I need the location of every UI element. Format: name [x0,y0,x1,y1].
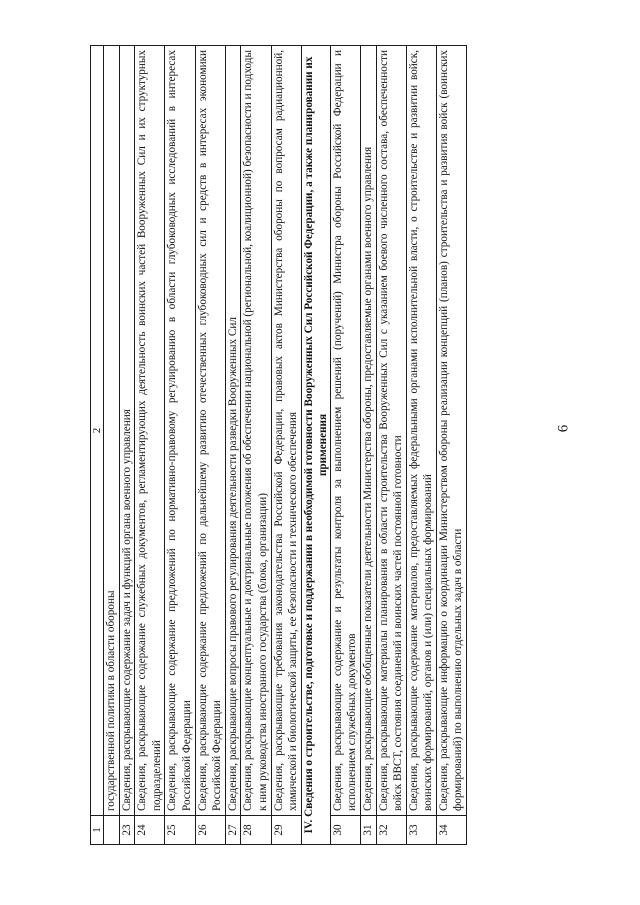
table-row [135,46,165,845]
table-row [104,46,120,845]
row-number: 31 [360,816,376,845]
table-row [271,46,301,845]
section-title-row [301,46,330,845]
row-text: Сведения, раскрывающие информацию о координации Министерством обороны реализации концепций (планов) строительства и развития войск (воинских формирований) по выполнению отдельных задач в области [436,46,466,816]
table-row [330,46,360,845]
table-row [195,46,225,845]
row-number: 27 [225,816,241,845]
row-text: Сведения, раскрывающие содержание и результаты контроля за выполнением решений (поручений) Министра обороны Российской Федерации и исполнением служебных документов [330,46,360,816]
row-text: государственной политики в области обороны [104,46,120,816]
row-number: 25 [165,816,195,845]
row-text: Сведения, раскрывающие содержание предложений по дальнейшему развитию отечественных глубоководных сил и средств в интересах экономики Российской Федерации [195,46,225,816]
row-text: Сведения, раскрывающие вопросы правового регулирования деятельности разведки Вооруженных Сил [225,46,241,816]
rotated-table-container [90,45,574,845]
header-col-1: 1 [91,816,104,845]
row-text: Сведения, раскрывающие обобщенные показатели деятельности Министерства обороны, предоставляемые органами военного управления [360,46,376,816]
table-row [225,46,241,845]
document-table [90,45,467,845]
table-row [376,46,406,845]
row-number: 29 [271,816,301,845]
page-number: 6 [555,424,572,433]
row-number: 32 [376,816,406,845]
table-row [436,46,466,845]
row-text: Сведения, раскрывающие содержание задач и функций органа военного управления [119,46,135,816]
row-number: 26 [195,816,225,845]
table-row [360,46,376,845]
row-text: Сведения, раскрывающие концептуальные и доктринальные положения об обеспечении национальной (региональной, коалиционной) безопасности и подходы к ним руководства иностранного государства (блока, организации) [241,46,271,816]
table-header-row [91,46,104,845]
table-row [165,46,195,845]
row-number: 24 [135,816,165,845]
table-row [406,46,436,845]
table-row [241,46,271,845]
row-number: 30 [330,816,360,845]
row-number [104,816,120,845]
row-number: 23 [119,816,135,845]
row-number: 33 [406,816,436,845]
row-text: Сведения, раскрывающие содержание служебных документов, регламентирующих деятельность воинских частей Вооруженных Сил и их структурных подразделений [135,46,165,816]
section-title: IV. Сведения о строительстве, подготовке и поддержании в необходимой готовности Вооруженных Сил Российской Федерации, а также планировании их применения [301,46,330,845]
row-number: 28 [241,816,271,845]
row-text: Сведения, раскрывающие содержание предложений по нормативно-правовому регулированию в области глубоководных исследований в интересах Российской Федерации [165,46,195,816]
row-number: 34 [436,816,466,845]
row-text: Сведения, раскрывающие материалы планирования в области строительства Вооруженных Сил с указанием боевого численного состава, обеспеченности войск ВВСТ, состояния соединений и воинских частей постоянной готовности [376,46,406,816]
header-col-2: 2 [91,46,104,816]
table-row [119,46,135,845]
row-text: Сведения, раскрывающие содержание материалов, предоставляемых федеральными органами исполнительной власти, о строительстве и развитии войск, воинских формирований, органов и (или) специальных формирований [406,46,436,816]
row-text: Сведения, раскрывающие требования законодательства Российской Федерации, правовых актов Министерства обороны по вопросам радиационной, химической и биологической защиты, ее безопасности и технического обеспечения [271,46,301,816]
